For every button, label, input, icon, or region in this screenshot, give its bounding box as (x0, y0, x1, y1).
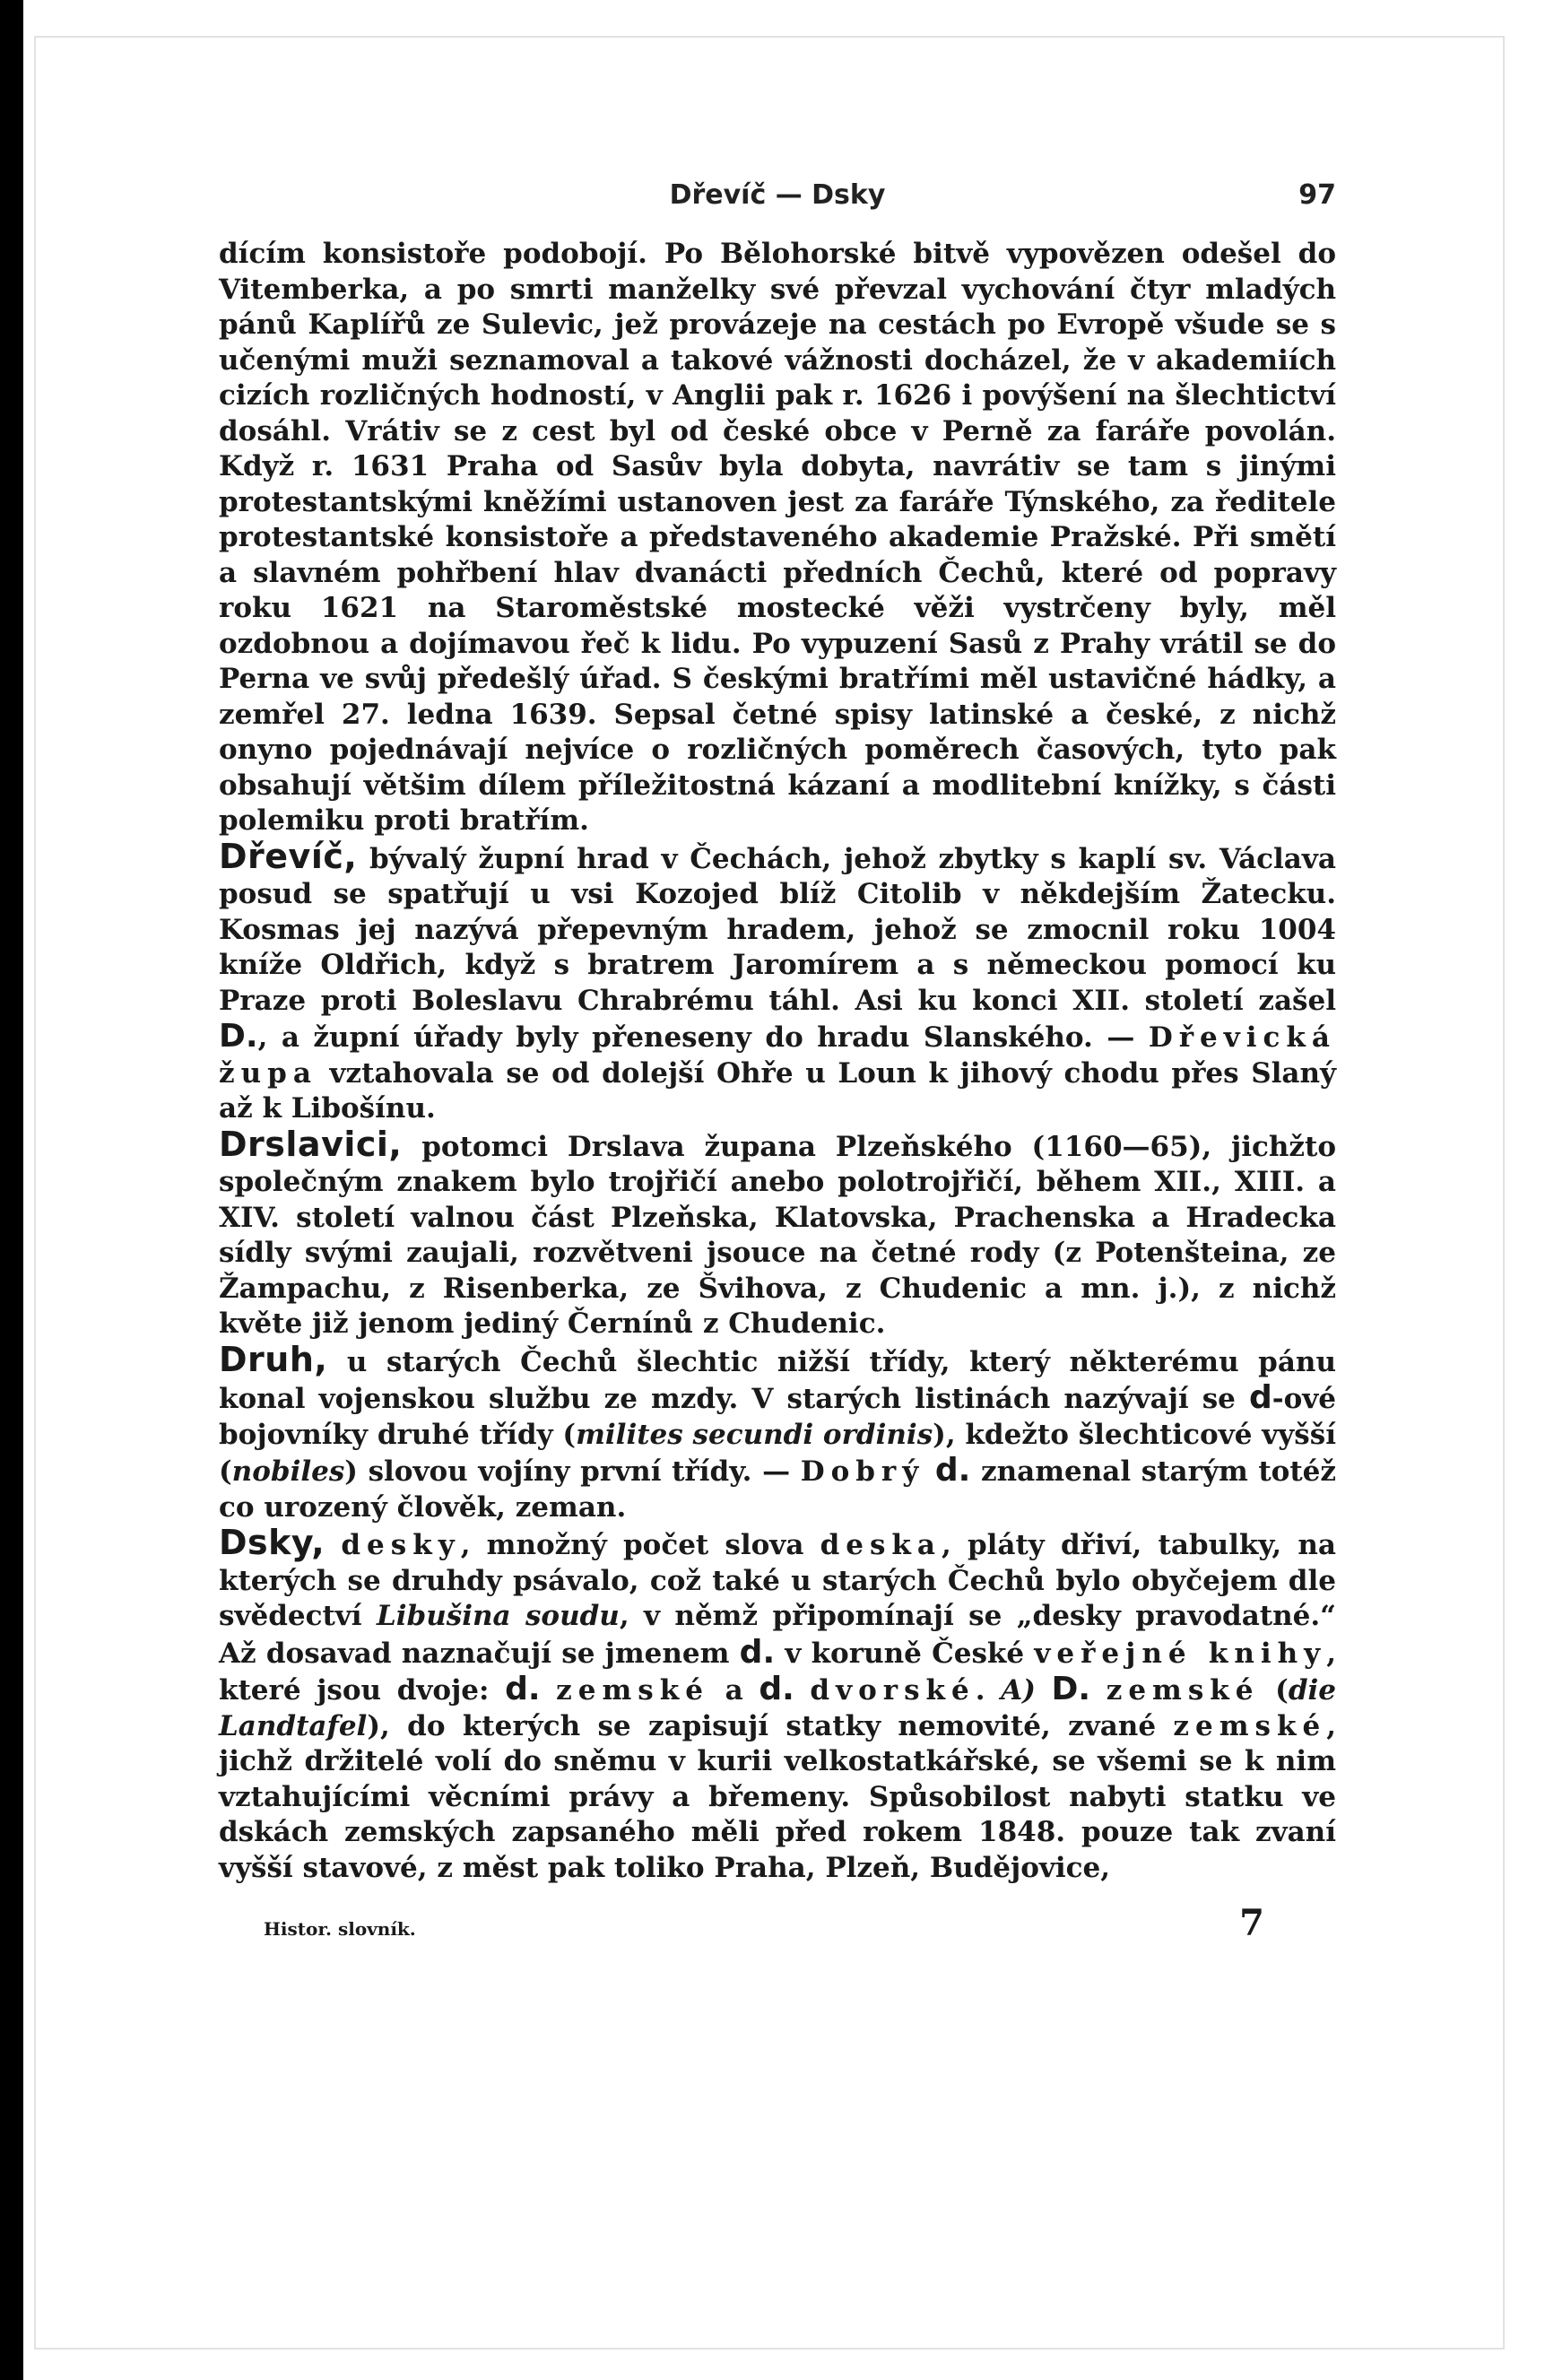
text-run (325, 1529, 341, 1561)
text-run: , a župní úřady byly přeneseny do hradu Slanského. — (257, 1021, 1149, 1054)
abbreviation: D. (1051, 1671, 1091, 1707)
text-run (541, 1674, 557, 1707)
running-head: Dřevíč — Dsky (669, 179, 886, 211)
text-run: znamenal starým totéž co urozený člověk, zeman. (219, 1455, 1336, 1524)
dictionary-entry (219, 1124, 1336, 1342)
text-run: vztahovala se od dolejší Ohře u Loun k jihový chodu přes Slaný až k Libošínu. (219, 1056, 1336, 1125)
dictionary-entry (219, 1339, 1336, 1526)
text-run: , které jsou dvoje: (219, 1637, 1336, 1707)
text-run: -ové bojovníky druhé třídy ( (219, 1383, 1336, 1451)
italic-term: milites secundi ordinis (576, 1418, 933, 1451)
signature-mark: Histor. slovník. (264, 1918, 416, 1940)
italic-term: die Landtafel (219, 1674, 1336, 1742)
scan-edge-strip (0, 0, 23, 2380)
text-run (794, 1674, 811, 1707)
text-run: ), do kterých se zapisují statky nemovité, zvané (367, 1709, 1174, 1742)
text-run: , jichž držitelé volí do sněmu v kurii velkostatkářské, se všemi se k nim vztahujícími věcními právy a břemeny. Spůsobilost nabyti statku ve dskách zemských zapsaného měli před rokem 1848. pouze tak zvaní vyšší stavové, z měst pak toliko Praha, Plzeň, Budějovice, (219, 1709, 1336, 1884)
abbreviation: d (1248, 1379, 1272, 1416)
continued-paragraph (219, 237, 1336, 839)
dictionary-entry (219, 1525, 1336, 1886)
text-run: u starých Čechů šlechtic nižší třídy, který některému pánu konal vojenskou službu ze mzdy. V starých listinách nazývají se (219, 1345, 1336, 1415)
text-run: ) slovou vojíny první třídy. — (344, 1455, 801, 1488)
signature-number: 7 (1239, 1902, 1264, 1944)
page-number: 97 (1298, 179, 1336, 211)
text-run: a (708, 1674, 759, 1707)
abbreviation: d. (739, 1633, 776, 1671)
text-run (1036, 1674, 1052, 1707)
spaced-term: veřejné knihy (1034, 1637, 1327, 1670)
text-run (1090, 1674, 1107, 1707)
abbreviation: d. (505, 1671, 541, 1707)
text-run: , množný počet slova (460, 1529, 820, 1561)
text-run: potomci Drslava župana Plzeňského (1160—65), jichžto společným znakem bylo trojřičí anebo polotrojřičí, během XII., XIII. a XIV. století valnou část Plzeňska, Klatovska, Prachenska a Hradecka sídly svými zaujali, rozvětveni jsouce na četné rody (z Potenšteina, ze Žampachu, z Risenberka, ze Švihova, z Chudenic a mn. j.), z nichž květe již jenom jediný Černínů z Chudenic. (219, 1130, 1336, 1340)
italic-term: Libušina soudu (376, 1600, 620, 1632)
text-run: dícím konsistoře podobojí. Po Bělohorské bitvě vypovězen odešel do Vitemberka, a po smrti manželky své převzal vychování čtyr mladých pánů Kaplířů ze Sulevic, jež provázeje na cestách po Evropě všude se s učenými muži seznamoval a takové vážnosti docházel, že v akademiích cizích rozličných hodností, v Anglii pak r. 1626 i povýšení na šlechtictví dosáhl. Vrátiv se z cest byl od české obce v Perně za faráře povolán. Když r. 1631 Praha od Sasův byla dobyta, navrátiv se tam s jinými protestantskými kněžími ustanoven jest za faráře Týnského, za ředitele protestantské konsistoře a představeného akademie Pražské. Při smětí a slavném pohřbení hlav dvanácti předních Čechů, které od popravy roku 1621 na Staroměstské mostecké věži vystrčeny byly, měl ozdobnou a dojímavou řeč k lidu. Po vypuzení Sasů z Prahy vrátil se do Perna ve svůj předešlý úřad. S českými bratřími měl ustavičné hádky, a zemřel 27. ledna 1639. Sepsal četné spisy latinské a české, z nichž onyno pojednávají nejvíce o rozličných poměrech časových, tyto pak obsahují většim dílem příležitostná kázaní a modlitební knížky, s části polemiku proti bratřím. (219, 238, 1336, 837)
spaced-term: dvorské (810, 1674, 976, 1707)
page-footer (219, 1902, 1336, 1956)
abbreviation: d. (934, 1452, 971, 1489)
text-run: ), kdežto šlechticové vyšší ( (219, 1418, 1336, 1488)
entry-headword: Dřevíč, (219, 836, 358, 876)
spaced-term: desky (341, 1529, 461, 1561)
dictionary-entry (219, 836, 1336, 1127)
spaced-term: Dobrý (800, 1455, 925, 1488)
abbreviation: D. (219, 1018, 258, 1055)
text-run: bývalý župní hrad v Čechách, jehož zbytky s kaplí sv. Václava posud se spatřují u vsi Kozojed blíž Citolib v někdejším Žatecku. Kosmas jej nazývá přepevným hradem, jehož se zmocnil roku 1004 kníže Oldřich, když s bratrem Jaromírem a s německou pomocí ku Praze proti Boleslavu Chrabrému táhl. Asi ku konci XII. století zašel (219, 842, 1336, 1017)
spaced-term: deska (820, 1529, 942, 1561)
entry-headword: Dsky, (219, 1523, 325, 1562)
text-run (924, 1455, 935, 1488)
abbreviation: d. (759, 1671, 794, 1707)
text-run: , v němž připomínají se „desky pravodatné.“ Až dosavad naznačují se jmenem (219, 1600, 1336, 1670)
page-header (219, 179, 1336, 221)
italic-term: nobiles (231, 1455, 345, 1488)
spaced-term: Dřevická župa (219, 1021, 1336, 1090)
italic-term: A) (1001, 1674, 1036, 1707)
spaced-term: zemské (1106, 1674, 1260, 1707)
spaced-term: zemské (1173, 1709, 1327, 1742)
text-run: ( (1259, 1674, 1289, 1707)
entry-headword: Druh, (219, 1339, 328, 1379)
book-page (219, 179, 1336, 1956)
text-run: v koruně České (775, 1637, 1035, 1670)
text-run: , pláty dřiví, tabulky, na kterých se druhdy psávalo, což také u starých Čechů bylo obyčejem dle svědectví (219, 1529, 1336, 1632)
entry-headword: Drslavici, (219, 1124, 403, 1164)
body-text (219, 237, 1336, 1886)
spaced-term: zemské (556, 1674, 709, 1707)
text-run: . (975, 1674, 1002, 1707)
